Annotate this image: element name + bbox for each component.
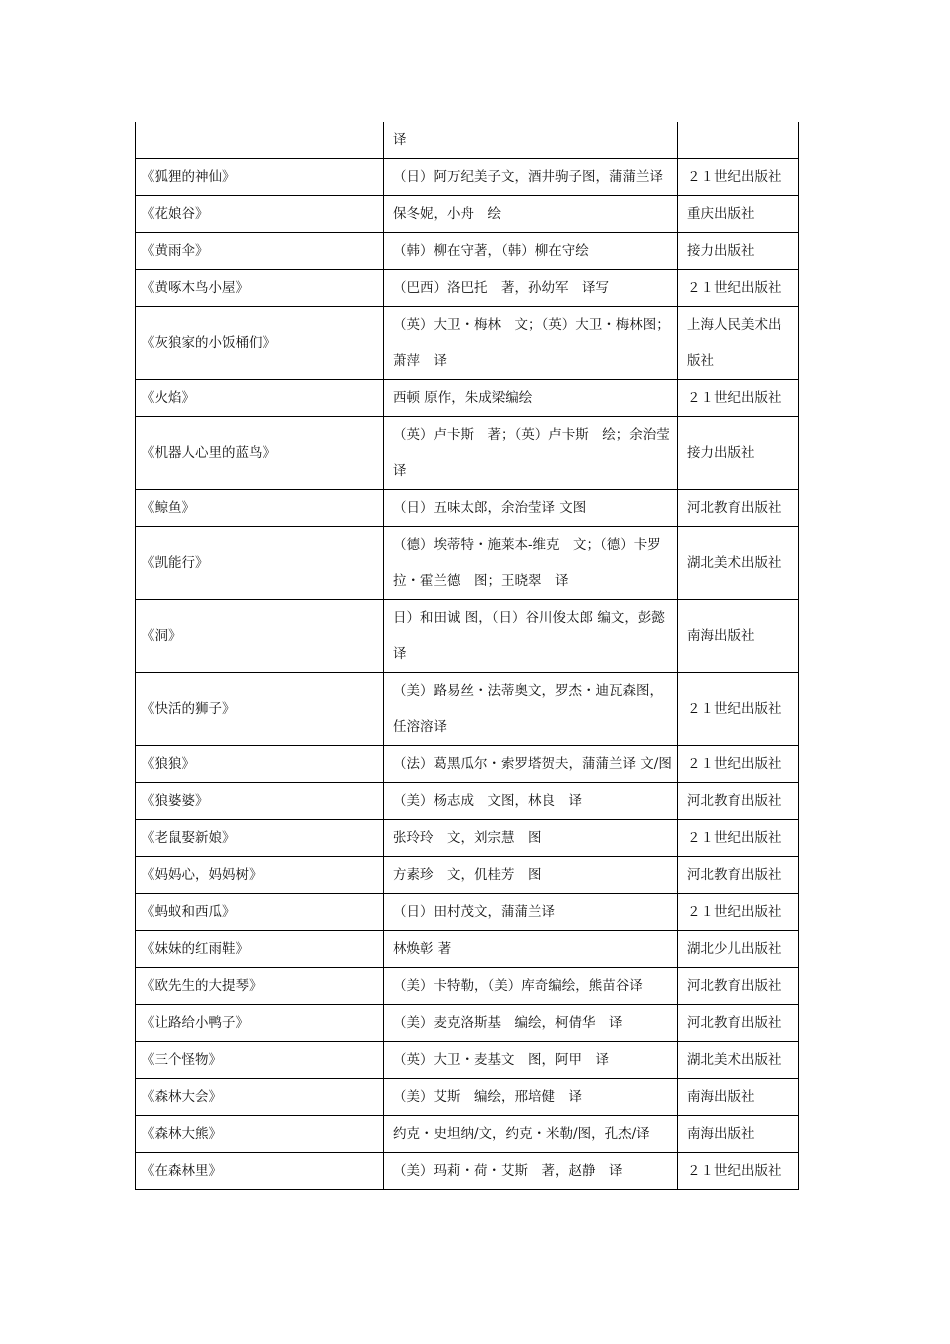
author-cell: （巴西）洛巴托 著，孙幼军 译写 — [384, 270, 678, 307]
author-cell: （日）阿万纪美子文，酒井驹子图，蒲蒲兰译 — [384, 159, 678, 196]
book-list-table — [135, 122, 799, 1190]
publisher-cell: 湖北美术出版社 — [678, 527, 799, 600]
book-title-cell: 《森林大熊》 — [136, 1116, 384, 1153]
publisher-cell: 河北教育出版社 — [678, 783, 799, 820]
book-title-cell: 《花娘谷》 — [136, 196, 384, 233]
author-cell: 张玲玲 文，刘宗慧 图 — [384, 820, 678, 857]
book-title-cell: 《凯能行》 — [136, 527, 384, 600]
book-title-cell: 《森林大会》 — [136, 1079, 384, 1116]
author-cell: 日）和田诚 图，（日）谷川俊太郎 编文，彭懿 译 — [384, 600, 678, 673]
book-title-cell: 《机器人心里的蓝鸟》 — [136, 417, 384, 490]
publisher-cell: 河北教育出版社 — [678, 1005, 799, 1042]
book-title-cell: 《火焰》 — [136, 380, 384, 417]
book-title-cell: 《欧先生的大提琴》 — [136, 968, 384, 1005]
publisher-cell: ２１世纪出版社 — [678, 894, 799, 931]
book-title-cell: 《快活的狮子》 — [136, 673, 384, 746]
publisher-cell: 河北教育出版社 — [678, 490, 799, 527]
book-title-cell: 《鲸鱼》 — [136, 490, 384, 527]
author-cell: 约克・史坦纳/文，约克・米勒/图，孔杰/译 — [384, 1116, 678, 1153]
book-title-cell: 《狐狸的神仙》 — [136, 159, 384, 196]
table-row — [136, 1079, 799, 1116]
author-cell: （美）卡特勒，（美）库奇编绘，熊苗谷译 — [384, 968, 678, 1005]
publisher-cell: 重庆出版社 — [678, 196, 799, 233]
table-row — [136, 783, 799, 820]
publisher-cell: 南海出版社 — [678, 600, 799, 673]
publisher-cell: ２１世纪出版社 — [678, 380, 799, 417]
table-row — [136, 417, 799, 490]
author-cell: （日）田村茂文，蒲蒲兰译 — [384, 894, 678, 931]
table-row — [136, 600, 799, 673]
table-row — [136, 820, 799, 857]
book-title-cell: 《妹妹的红雨鞋》 — [136, 931, 384, 968]
table-row — [136, 380, 799, 417]
table-row — [136, 931, 799, 968]
book-title-cell — [136, 122, 384, 159]
author-cell: 保冬妮，小舟 绘 — [384, 196, 678, 233]
publisher-cell: ２１世纪出版社 — [678, 159, 799, 196]
publisher-cell: 湖北美术出版社 — [678, 1042, 799, 1079]
table-row — [136, 270, 799, 307]
table-row — [136, 159, 799, 196]
book-title-cell: 《在森林里》 — [136, 1153, 384, 1190]
author-cell: 方素珍 文，仉桂芳 图 — [384, 857, 678, 894]
author-cell: （美）艾斯 编绘，邢培健 译 — [384, 1079, 678, 1116]
author-cell: 林焕彰 著 — [384, 931, 678, 968]
table-row — [136, 746, 799, 783]
table-row — [136, 1042, 799, 1079]
table-row — [136, 857, 799, 894]
table-row — [136, 894, 799, 931]
publisher-cell: 河北教育出版社 — [678, 968, 799, 1005]
author-cell: （日）五味太郎，余治莹译 文图 — [384, 490, 678, 527]
table-row — [136, 673, 799, 746]
book-title-cell: 《狼狼》 — [136, 746, 384, 783]
author-cell: （英）大卫・麦基文 图，阿甲 译 — [384, 1042, 678, 1079]
author-cell: （美）玛莉・荷・艾斯 著，赵静 译 — [384, 1153, 678, 1190]
author-cell: （英）大卫・梅林 文；（英）大卫・梅林图；萧萍 译 — [384, 307, 678, 380]
author-cell: （美）杨志成 文图，林良 译 — [384, 783, 678, 820]
table-row — [136, 122, 799, 159]
publisher-cell: 接力出版社 — [678, 417, 799, 490]
book-title-cell: 《让路给小鸭子》 — [136, 1005, 384, 1042]
author-cell: （韩）柳在守著，（韩）柳在守绘 — [384, 233, 678, 270]
publisher-cell: 南海出版社 — [678, 1116, 799, 1153]
author-cell: （英）卢卡斯 著；（英）卢卡斯 绘；余治莹译 — [384, 417, 678, 490]
book-title-cell: 《黄雨伞》 — [136, 233, 384, 270]
publisher-cell: ２１世纪出版社 — [678, 1153, 799, 1190]
book-title-cell: 《狼婆婆》 — [136, 783, 384, 820]
publisher-cell: ２１世纪出版社 — [678, 820, 799, 857]
table-row — [136, 968, 799, 1005]
author-cell: 译 — [384, 122, 678, 159]
table-row — [136, 1116, 799, 1153]
publisher-cell: 河北教育出版社 — [678, 857, 799, 894]
table-row — [136, 233, 799, 270]
book-title-cell: 《老鼠娶新娘》 — [136, 820, 384, 857]
publisher-cell: ２１世纪出版社 — [678, 746, 799, 783]
table-row — [136, 307, 799, 380]
publisher-cell — [678, 122, 799, 159]
book-title-cell: 《蚂蚁和西瓜》 — [136, 894, 384, 931]
table-row — [136, 1153, 799, 1190]
publisher-cell: ２１世纪出版社 — [678, 673, 799, 746]
publisher-cell: 接力出版社 — [678, 233, 799, 270]
table-row — [136, 196, 799, 233]
author-cell: （德）埃蒂特・施莱本-维克 文；（德）卡罗拉・霍兰德 图；王晓翠 译 — [384, 527, 678, 600]
author-cell: （美）麦克洛斯基 编绘，柯倩华 译 — [384, 1005, 678, 1042]
table-row — [136, 1005, 799, 1042]
author-cell: （美）路易丝・法蒂奥文，罗杰・迪瓦森图，任溶溶译 — [384, 673, 678, 746]
table-row — [136, 527, 799, 600]
book-title-cell: 《妈妈心，妈妈树》 — [136, 857, 384, 894]
book-list-body — [136, 122, 799, 1190]
book-title-cell: 《洞》 — [136, 600, 384, 673]
publisher-cell: 湖北少儿出版社 — [678, 931, 799, 968]
book-title-cell: 《黄啄木鸟小屋》 — [136, 270, 384, 307]
author-cell: 西顿 原作，朱成梁编绘 — [384, 380, 678, 417]
author-cell: （法）葛黑瓜尔・索罗塔贺夫，蒲蒲兰译 文/图 — [384, 746, 678, 783]
book-title-cell: 《灰狼家的小饭桶们》 — [136, 307, 384, 380]
publisher-cell: 上海人民美术出版社 — [678, 307, 799, 380]
table-row — [136, 490, 799, 527]
book-title-cell: 《三个怪物》 — [136, 1042, 384, 1079]
publisher-cell: ２１世纪出版社 — [678, 270, 799, 307]
publisher-cell: 南海出版社 — [678, 1079, 799, 1116]
